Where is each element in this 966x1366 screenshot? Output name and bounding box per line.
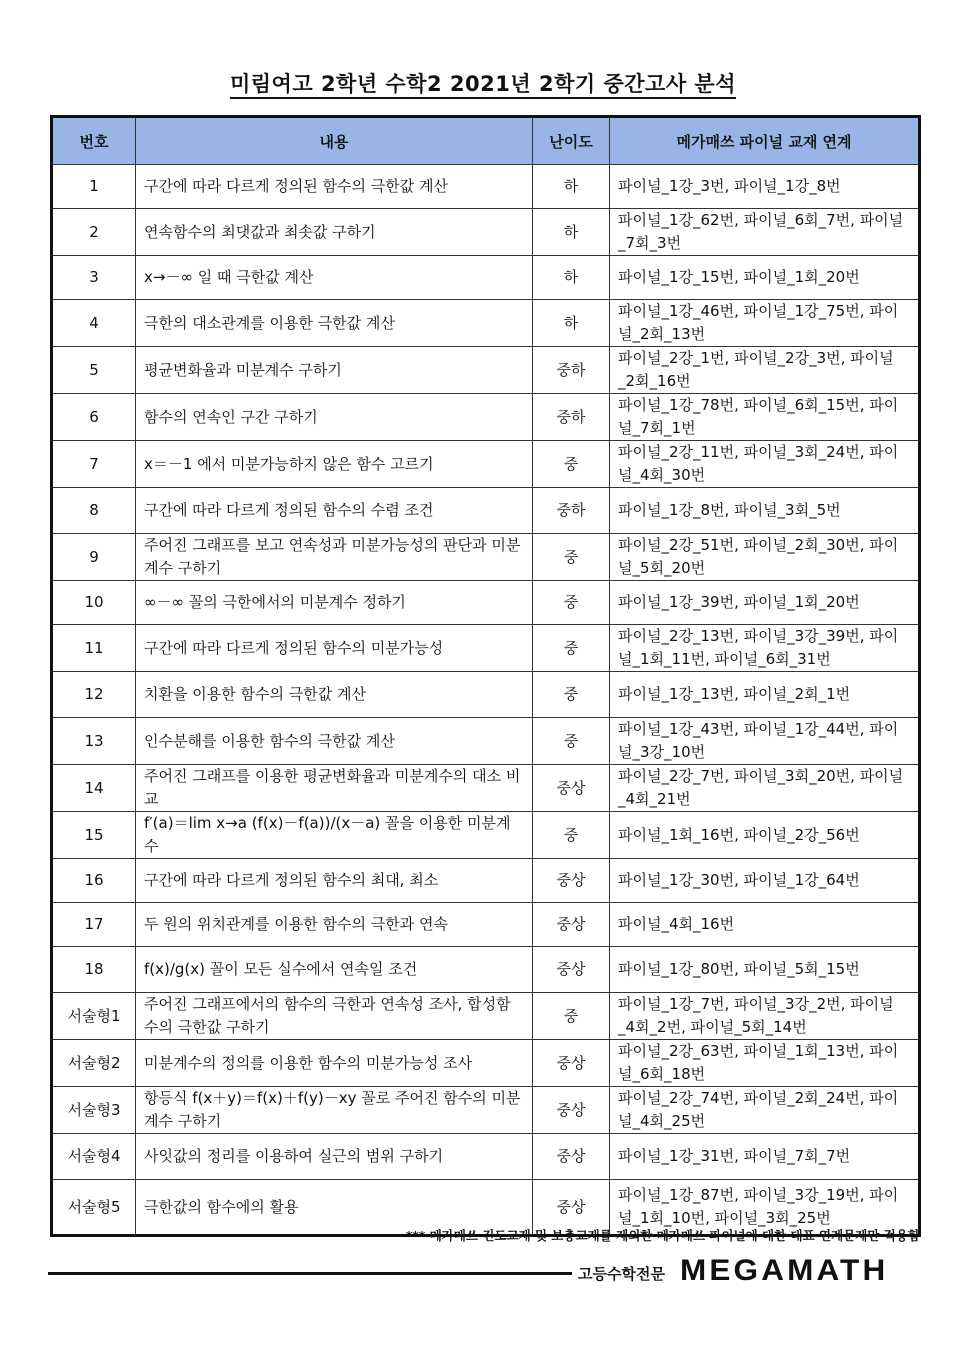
header-number: 번호 (52, 117, 136, 165)
row-number: 18 (52, 947, 136, 993)
row-difficulty: 중하 (533, 347, 610, 394)
table-row (52, 256, 920, 300)
row-difficulty: 하 (533, 209, 610, 256)
row-number: 서술형4 (52, 1134, 136, 1180)
row-content: 미분계수의 정의를 이용한 함수의 미분가능성 조사 (136, 1040, 533, 1087)
row-content: 구간에 따라 다르게 정의된 함수의 미분가능성 (136, 625, 533, 672)
row-number: 3 (52, 256, 136, 300)
row-difficulty: 하 (533, 256, 610, 300)
header-difficulty: 난이도 (533, 117, 610, 165)
row-number: 1 (52, 165, 136, 209)
row-textbook-link: 파이널_2강_1번, 파이널_2강_3번, 파이널_2회_16번 (610, 347, 920, 394)
header-content: 내용 (136, 117, 533, 165)
row-difficulty: 중하 (533, 488, 610, 534)
row-content: 치환을 이용한 함수의 극한값 계산 (136, 672, 533, 718)
table-row (52, 812, 920, 859)
page-title: 미림여고 2학년 수학2 2021년 2학기 중간고사 분석 (0, 68, 966, 98)
row-content: 주어진 그래프를 이용한 평균변화율과 미분계수의 대소 비교 (136, 765, 533, 812)
row-difficulty: 하 (533, 165, 610, 209)
row-textbook-link: 파이널_1강_39번, 파이널_1회_20번 (610, 581, 920, 625)
footer-divider (48, 1272, 572, 1275)
row-content: 두 원의 위치관계를 이용한 함수의 극한과 연속 (136, 903, 533, 947)
row-content: 극한값의 함수에의 활용 (136, 1180, 533, 1236)
row-difficulty: 중상 (533, 1180, 610, 1236)
row-textbook-link: 파이널_1강_15번, 파이널_1회_20번 (610, 256, 920, 300)
table-row (52, 347, 920, 394)
table-row (52, 765, 920, 812)
row-textbook-link: 파이널_1강_78번, 파이널_6회_15번, 파이널_7회_1번 (610, 394, 920, 441)
row-number: 7 (52, 441, 136, 488)
row-content: 주어진 그래프를 보고 연속성과 미분가능성의 판단과 미분계수 구하기 (136, 534, 533, 581)
table-row (52, 903, 920, 947)
table-row (52, 1087, 920, 1134)
table-row (52, 625, 920, 672)
table-row (52, 534, 920, 581)
row-number: 서술형2 (52, 1040, 136, 1087)
row-number: 4 (52, 300, 136, 347)
row-number: 14 (52, 765, 136, 812)
table-row (52, 672, 920, 718)
table-row (52, 488, 920, 534)
row-content: x＝－1 에서 미분가능하지 않은 함수 고르기 (136, 441, 533, 488)
table-row (52, 581, 920, 625)
row-difficulty: 중 (533, 993, 610, 1040)
row-content: ∞－∞ 꼴의 극한에서의 미분계수 정하기 (136, 581, 533, 625)
row-textbook-link: 파이널_1강_43번, 파이널_1강_44번, 파이널_3강_10번 (610, 718, 920, 765)
row-textbook-link: 파이널_1강_30번, 파이널_1강_64번 (610, 859, 920, 903)
row-number: 9 (52, 534, 136, 581)
row-textbook-link: 파이널_1회_16번, 파이널_2강_56번 (610, 812, 920, 859)
table-row (52, 1134, 920, 1180)
row-difficulty: 중상 (533, 765, 610, 812)
row-number: 16 (52, 859, 136, 903)
row-content: 구간에 따라 다르게 정의된 함수의 최대, 최소 (136, 859, 533, 903)
table-row (52, 993, 920, 1040)
row-textbook-link: 파이널_1강_13번, 파이널_2회_1번 (610, 672, 920, 718)
row-content: 인수분해를 이용한 함수의 극한값 계산 (136, 718, 533, 765)
row-number: 15 (52, 812, 136, 859)
row-textbook-link: 파이널_2강_51번, 파이널_2회_30번, 파이널_5회_20번 (610, 534, 920, 581)
table-row (52, 859, 920, 903)
table-row (52, 209, 920, 256)
row-content: x→－∞ 일 때 극한값 계산 (136, 256, 533, 300)
row-number: 2 (52, 209, 136, 256)
row-textbook-link: 파이널_1강_62번, 파이널_6회_7번, 파이널_7회_3번 (610, 209, 920, 256)
row-content: f′(a)＝lim x→a (f(x)－f(a))/(x－a) 꼴을 이용한 미분계수 (136, 812, 533, 859)
row-number: 5 (52, 347, 136, 394)
row-content: 구간에 따라 다르게 정의된 함수의 수렴 조건 (136, 488, 533, 534)
row-difficulty: 중상 (533, 1040, 610, 1087)
row-difficulty: 중 (533, 625, 610, 672)
row-number: 10 (52, 581, 136, 625)
row-number: 8 (52, 488, 136, 534)
row-difficulty: 중 (533, 812, 610, 859)
table-row (52, 441, 920, 488)
row-textbook-link: 파이널_2강_7번, 파이널_3회_20번, 파이널_4회_21번 (610, 765, 920, 812)
footer-subtitle: 고등수학전문 (578, 1265, 665, 1283)
row-textbook-link: 파이널_2강_11번, 파이널_3회_24번, 파이널_4회_30번 (610, 441, 920, 488)
row-content: 평균변화율과 미분계수 구하기 (136, 347, 533, 394)
row-number: 서술형5 (52, 1180, 136, 1236)
table-row (52, 300, 920, 347)
row-number: 6 (52, 394, 136, 441)
row-textbook-link: 파이널_2강_63번, 파이널_1회_13번, 파이널_6회_18번 (610, 1040, 920, 1087)
row-textbook-link: 파이널_2강_13번, 파이널_3강_39번, 파이널_1회_11번, 파이널_6회_31번 (610, 625, 920, 672)
row-difficulty: 중상 (533, 947, 610, 993)
table-row (52, 165, 920, 209)
table-header-row (52, 117, 920, 165)
row-number: 12 (52, 672, 136, 718)
row-difficulty: 중 (533, 672, 610, 718)
megamath-logo: MEGAMATH (680, 1254, 889, 1287)
row-content: f(x)/g(x) 꼴이 모든 실수에서 연속일 조건 (136, 947, 533, 993)
row-difficulty: 중 (533, 581, 610, 625)
row-number: 서술형3 (52, 1087, 136, 1134)
header-textbook-link: 메가매쓰 파이널 교재 연계 (610, 117, 920, 165)
footnote: *** 메가매쓰 진도교재 및 보충교재를 제외한 메가매쓰 파이널에 대한 대표 연계문제만 적용함 (405, 1228, 920, 1243)
row-textbook-link: 파이널_1강_46번, 파이널_1강_75번, 파이널_2회_13번 (610, 300, 920, 347)
row-textbook-link: 파이널_4회_16번 (610, 903, 920, 947)
row-number: 17 (52, 903, 136, 947)
row-difficulty: 중하 (533, 394, 610, 441)
analysis-table (50, 115, 921, 1237)
table-row (52, 718, 920, 765)
row-difficulty: 하 (533, 300, 610, 347)
row-number: 13 (52, 718, 136, 765)
table-row (52, 947, 920, 993)
row-difficulty: 중상 (533, 903, 610, 947)
table-row (52, 394, 920, 441)
row-number: 11 (52, 625, 136, 672)
row-textbook-link: 파이널_1강_80번, 파이널_5회_15번 (610, 947, 920, 993)
row-content: 주어진 그래프에서의 함수의 극한과 연속성 조사, 합성함수의 극한값 구하기 (136, 993, 533, 1040)
row-content: 구간에 따라 다르게 정의된 함수의 극한값 계산 (136, 165, 533, 209)
row-content: 함수의 연속인 구간 구하기 (136, 394, 533, 441)
row-textbook-link: 파이널_1강_7번, 파이널_3강_2번, 파이널_4회_2번, 파이널_5회_14번 (610, 993, 920, 1040)
row-textbook-link: 파이널_1강_8번, 파이널_3회_5번 (610, 488, 920, 534)
row-content: 항등식 f(x＋y)＝f(x)＋f(y)－xy 꼴로 주어진 함수의 미분계수 구하기 (136, 1087, 533, 1134)
row-textbook-link: 파이널_1강_87번, 파이널_3강_19번, 파이널_1회_10번, 파이널_3회_25번 (610, 1180, 920, 1236)
row-difficulty: 중 (533, 534, 610, 581)
table-row (52, 1040, 920, 1087)
row-textbook-link: 파이널_1강_31번, 파이널_7회_7번 (610, 1134, 920, 1180)
row-textbook-link: 파이널_2강_74번, 파이널_2회_24번, 파이널_4회_25번 (610, 1087, 920, 1134)
row-textbook-link: 파이널_1강_3번, 파이널_1강_8번 (610, 165, 920, 209)
row-difficulty: 중 (533, 441, 610, 488)
row-difficulty: 중상 (533, 1087, 610, 1134)
row-number: 서술형1 (52, 993, 136, 1040)
row-difficulty: 중 (533, 718, 610, 765)
row-content: 연속함수의 최댓값과 최솟값 구하기 (136, 209, 533, 256)
row-content: 사잇값의 정리를 이용하여 실근의 범위 구하기 (136, 1134, 533, 1180)
row-content: 극한의 대소관계를 이용한 극한값 계산 (136, 300, 533, 347)
row-difficulty: 중상 (533, 1134, 610, 1180)
row-difficulty: 중상 (533, 859, 610, 903)
